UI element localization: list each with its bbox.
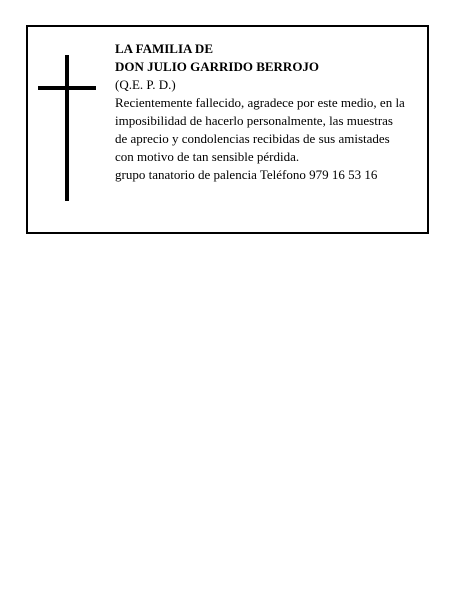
notice-text [115,40,425,184]
cross-icon [38,55,98,201]
heading-deceased-name: DON JULIO GARRIDO BERROJO [115,59,320,74]
obituary-notice [26,25,429,234]
qepd-label: (Q.E. P. D.) [115,77,176,92]
body-line-1: Recientemente fallecido, agradece por este medio, en la [115,95,405,110]
body-line-2: imposibilidad de hacerlo personalmente, las muestras [115,113,393,128]
cross-horizontal-bar [38,86,96,90]
cross-vertical-bar [65,55,69,201]
body-line-4: con motivo de tan sensible pérdida. [115,149,300,164]
contact-line: grupo tanatorio de palencia Teléfono 979 16 53 16 [115,167,378,182]
heading-family: LA FAMILIA DE [115,41,213,56]
body-line-3: de aprecio y condolencias recibidas de sus amistades [115,131,390,146]
